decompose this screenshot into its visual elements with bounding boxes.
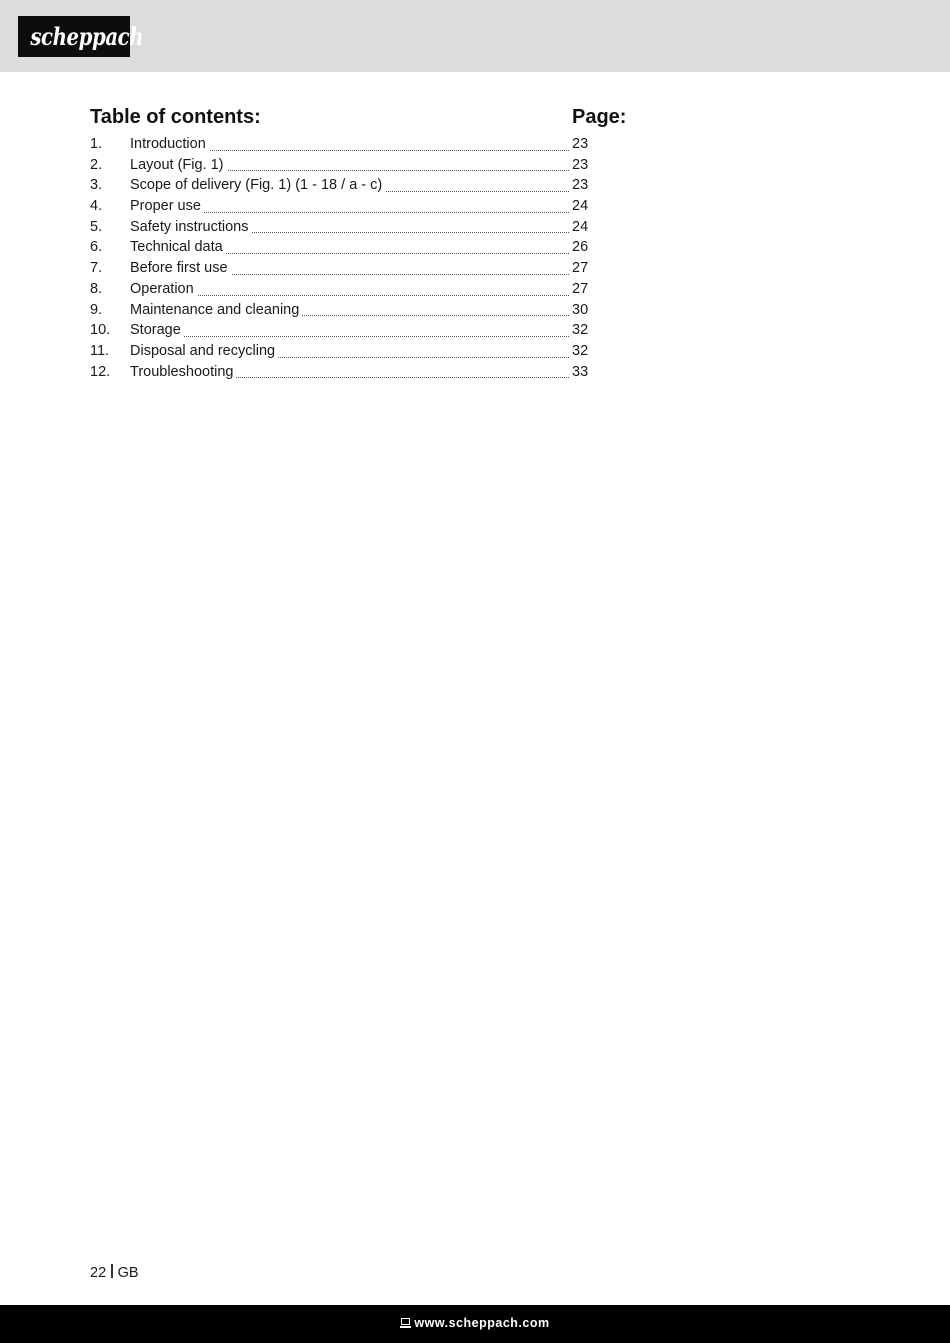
toc-entry-leader (130, 155, 569, 176)
toc-entry (90, 258, 630, 279)
page-number-separator (111, 1264, 113, 1278)
toc-entry-page: 33 (572, 363, 589, 380)
toc-entry-number: 11. (90, 342, 110, 359)
toc-entry-leader (130, 300, 569, 321)
website-url[interactable]: www.scheppach.com (414, 1316, 550, 1330)
toc-entry (90, 237, 630, 258)
toc-entry-page: 24 (572, 218, 589, 235)
language-code: GB (117, 1265, 139, 1281)
toc-entry-label: Safety instructions (130, 219, 251, 235)
toc-entry-page: 27 (572, 280, 589, 297)
toc-entry-leader (130, 258, 569, 279)
toc-entry-leader (130, 237, 569, 258)
toc-entry-page: 23 (572, 136, 589, 152)
toc-entry-label: Operation (130, 281, 197, 297)
toc-entry-number: 7. (90, 260, 103, 277)
toc-header (90, 106, 630, 134)
toc-entry (90, 279, 630, 300)
toc-entry-leader (130, 362, 569, 383)
toc-entry-leader (130, 320, 569, 341)
table-of-contents (90, 106, 630, 382)
toc-entry-number: 9. (90, 301, 103, 318)
toc-entry-number: 12. (90, 363, 111, 380)
toc-entry-leader (130, 341, 569, 362)
toc-entry-label: Troubleshooting (130, 364, 236, 380)
toc-entry-leader (130, 134, 569, 155)
brand-logo-text: scheppach (30, 22, 144, 51)
toc-entry (90, 217, 630, 238)
toc-entry (90, 155, 630, 176)
website-link[interactable] (0, 1316, 950, 1330)
toc-entry (90, 362, 630, 383)
toc-entry-page: 23 (572, 156, 589, 173)
toc-entry-leader (130, 279, 569, 300)
toc-entry (90, 341, 630, 362)
toc-entry-label: Technical data (130, 239, 226, 255)
toc-entry-label: Scope of delivery (Fig. 1) (1 - 18 / a - c) (130, 177, 385, 193)
toc-entry-label: Proper use (130, 198, 204, 214)
toc-entry-number: 4. (90, 198, 103, 215)
page-number: 22 (90, 1265, 107, 1281)
laptop-icon (400, 1318, 411, 1328)
toc-entry-number: 5. (90, 218, 103, 235)
toc-entry-label: Layout (Fig. 1) (130, 157, 227, 173)
toc-entry (90, 134, 630, 155)
toc-entry-label: Disposal and recycling (130, 343, 278, 359)
toc-entry-number: 3. (90, 177, 103, 194)
toc-entry-page: 24 (572, 198, 589, 215)
toc-dot-leader (130, 336, 569, 337)
toc-entry-leader (130, 217, 569, 238)
toc-entry-leader (130, 175, 569, 196)
toc-entry-page: 27 (572, 260, 589, 277)
toc-entry (90, 320, 630, 341)
toc-entry-number: 2. (90, 156, 103, 173)
toc-entry (90, 300, 630, 321)
toc-entry-page: 23 (572, 177, 589, 194)
toc-entry-page: 32 (572, 342, 589, 359)
toc-entry (90, 175, 630, 196)
toc-entry-label: Storage (130, 322, 184, 338)
toc-entry-leader (130, 196, 569, 217)
toc-entry-label: Introduction (130, 136, 209, 152)
toc-list (90, 134, 630, 382)
toc-entry (90, 196, 630, 217)
toc-entry-number: 6. (90, 239, 103, 256)
page-footer-number (90, 1264, 139, 1281)
toc-entry-page: 32 (572, 322, 589, 339)
toc-entry-label: Before first use (130, 260, 231, 276)
toc-entry-page: 26 (572, 239, 589, 256)
toc-page-heading: Page: (572, 106, 627, 128)
toc-entry-label: Maintenance and cleaning (130, 302, 302, 318)
toc-title: Table of contents: (90, 106, 261, 128)
toc-entry-page: 30 (572, 301, 589, 318)
brand-logo (18, 16, 144, 57)
toc-entry-number: 8. (90, 280, 103, 297)
toc-entry-number: 10. (90, 322, 111, 339)
toc-entry-number: 1. (90, 136, 103, 152)
